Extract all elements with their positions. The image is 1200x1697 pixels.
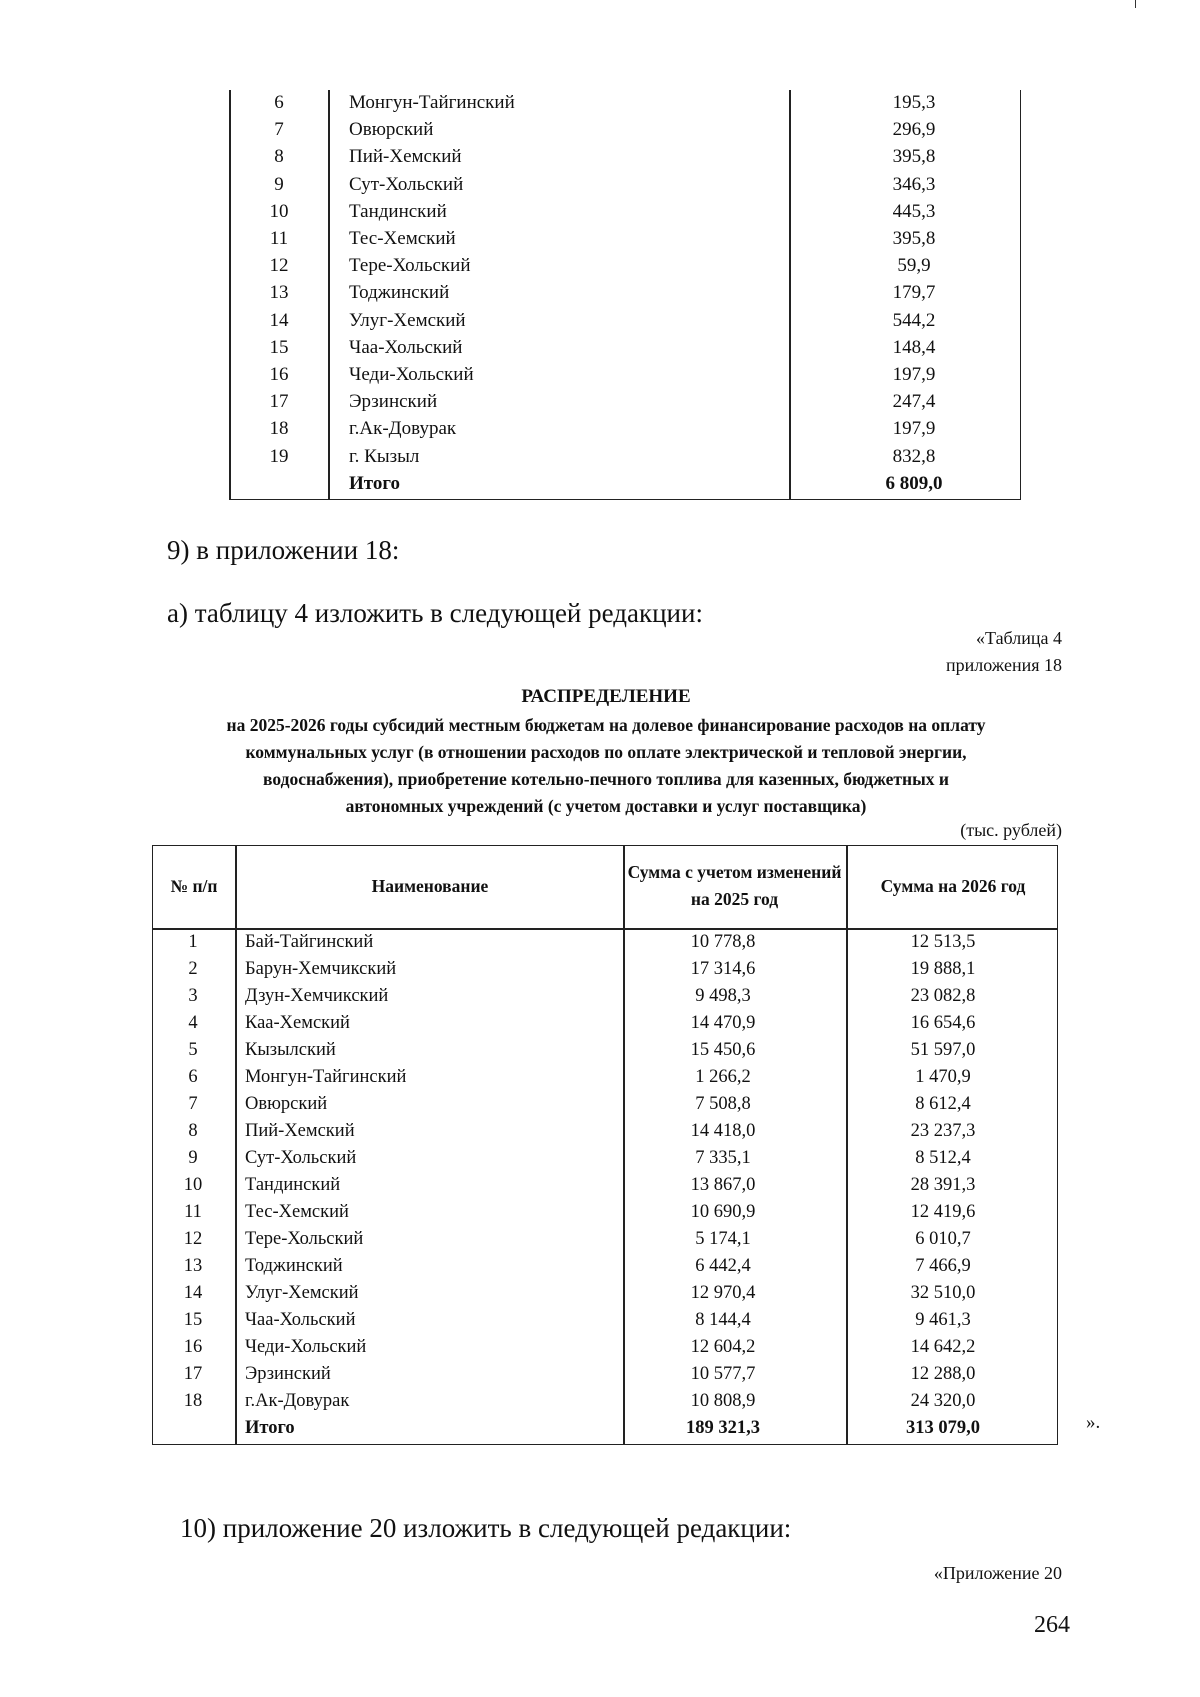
value-2026: 16 654,6 [910,1013,976,1033]
table-row [229,174,1020,201]
row-number: 17 [183,1364,203,1384]
row-value: 197,9 [892,418,936,440]
table-row [153,1256,1057,1283]
district-name: Кызылский [245,1040,336,1060]
table-row [229,282,1020,309]
row-number: 3 [188,986,198,1006]
subheading-line: на 2025-2026 годы субсидий местным бюджетам на долевое финансирование расходов на оплату [226,715,986,735]
value-2025: 17 314,6 [690,959,756,979]
value-2026: 7 466,9 [915,1256,971,1276]
value-2026: 12 513,5 [910,932,976,952]
row-number: 9 [274,173,284,195]
row-number: 16 [269,364,289,385]
table-row [229,310,1020,337]
row-number: 1 [188,932,198,952]
value-2026: 12 288,0 [910,1364,976,1384]
total-value: 6 809,0 [885,472,943,494]
row-number: 5 [188,1040,198,1060]
subsidy-distribution-table [152,845,1058,1445]
table-row [153,1148,1057,1175]
closing-quote: ». [1086,1412,1101,1433]
district-name: Эрзинский [349,391,438,413]
table-row [229,418,1020,445]
district-name: Пий-Хемский [349,146,462,168]
district-name: Сут-Хольский [349,173,464,195]
value-2025: 10 808,9 [690,1391,756,1411]
table-row [229,446,1020,473]
district-name: г.Ак-Довурак [245,1391,350,1411]
value-2025: 10 577,7 [690,1364,756,1384]
row-value: 59,9 [897,255,931,277]
header-name: Наименование [371,875,489,896]
value-2025: 5 174,1 [695,1229,751,1249]
table-row [153,1175,1057,1202]
row-value: 296,9 [892,119,936,141]
district-name: г.Ак-Довурак [349,418,457,440]
row-number: 19 [269,445,289,467]
total-2026: 313 079,0 [906,1418,980,1438]
value-2025: 14 470,9 [690,1013,756,1033]
paragraph-9a: а) таблицу 4 изложить в следующей редакции: [167,598,703,628]
table-header-divider [153,928,1057,930]
value-2025: 10 778,8 [690,932,756,952]
row-number: 12 [183,1229,203,1249]
total-label: Итого [349,472,401,494]
row-value: 395,8 [892,228,936,249]
row-value: 832,8 [892,445,936,467]
district-name: Тандинский [349,200,447,222]
district-name: Сут-Хольский [245,1148,357,1168]
district-name: Овюрский [349,119,434,141]
table-row [153,1364,1057,1391]
row-number: 8 [188,1121,198,1141]
district-name: Чеди-Хольский [245,1337,367,1357]
district-name: Тес-Хемский [245,1202,349,1222]
header-2025: Сумма с учетом изменений на 2025 год [627,862,842,909]
subheading-line: водоснабжения), приобретение котельно-печного топлива для казенных, бюджетных и [263,769,949,789]
row-number: 12 [269,255,289,277]
total-row [153,1418,1057,1445]
value-2026: 12 419,6 [910,1202,976,1222]
table-row [153,932,1057,959]
value-2025: 6 442,4 [695,1256,751,1276]
subheading-line: автономных учреждений (с учетом доставки и услуг поставщика) [345,796,867,816]
row-value: 544,2 [892,309,936,331]
table-row [153,1229,1057,1256]
row-number: 7 [274,119,284,141]
table-heading: РАСПРЕДЕЛЕНИЕ [521,686,691,707]
value-2025: 9 498,3 [695,986,751,1006]
value-2025: 14 418,0 [690,1121,756,1141]
row-number: 9 [188,1148,198,1168]
district-name: Чаа-Хольский [349,336,463,358]
row-number: 15 [183,1310,203,1330]
district-name: Барун-Хемчикский [245,959,397,979]
table-row [153,1310,1057,1337]
row-number: 2 [188,959,198,979]
table-row [153,1337,1057,1364]
table-row [229,391,1020,418]
row-number: 11 [184,1202,202,1222]
table-row [153,986,1057,1013]
table-row [153,1391,1057,1418]
row-value: 148,4 [892,336,936,358]
row-number: 6 [188,1067,198,1087]
table-row [229,255,1020,282]
district-name: Монгун-Тайгинский [349,92,515,113]
value-2025: 12 604,2 [690,1337,756,1357]
row-number: 10 [183,1175,203,1195]
row-number: 14 [269,309,289,331]
district-name: Каа-Хемский [245,1013,350,1033]
district-name: Бай-Тайгинский [245,932,374,952]
row-number: 18 [269,418,289,440]
district-name: Тандинский [245,1175,341,1195]
value-2026: 23 237,3 [910,1121,976,1141]
district-name: Чеди-Хольский [349,364,474,385]
district-name: Эрзинский [245,1364,331,1384]
row-value: 247,4 [892,391,936,413]
row-number: 15 [269,336,289,358]
district-table-continuation [229,90,1021,500]
table-row [229,228,1020,255]
paragraph-9: 9) в приложении 18: [167,535,400,565]
table-row [153,1121,1057,1148]
row-number: 11 [269,228,289,249]
district-name: Дзун-Хемчикский [245,986,389,1006]
table-row [153,1040,1057,1067]
table-row [153,1202,1057,1229]
value-2025: 8 144,4 [695,1310,751,1330]
value-2025: 1 266,2 [695,1067,751,1087]
row-value: 195,3 [892,92,936,113]
row-number: 4 [188,1013,198,1033]
scan-mark [1135,0,1136,8]
value-2026: 24 320,0 [910,1391,976,1411]
district-name: Тес-Хемский [349,228,456,249]
table-row [229,364,1020,391]
table-row [229,146,1020,173]
row-number: 7 [188,1094,198,1114]
value-2026: 14 642,2 [910,1337,976,1357]
row-number: 13 [183,1256,203,1276]
row-value: 445,3 [892,200,936,222]
value-2026: 23 082,8 [910,986,976,1006]
row-number: 16 [183,1337,203,1357]
value-2025: 7 335,1 [695,1148,751,1168]
table-reference-line-2: приложения 18 [945,655,1062,675]
table-row [153,1013,1057,1040]
row-number: 6 [274,92,284,113]
row-number: 8 [274,146,284,168]
value-2026: 28 391,3 [910,1175,976,1195]
table-row [229,337,1020,364]
table-row [153,1283,1057,1310]
units-label: (тыс. рублей) [960,820,1062,840]
district-name: Тоджинский [349,282,450,304]
table-reference-line-1: «Таблица 4 [976,628,1062,648]
row-number: 13 [269,282,289,304]
table-row [153,959,1057,986]
table-row [153,1094,1057,1121]
value-2026: 32 510,0 [910,1283,976,1303]
value-2026: 8 612,4 [915,1094,971,1114]
value-2026: 19 888,1 [910,959,976,979]
table-row [229,119,1020,146]
row-number: 10 [269,200,289,222]
district-name: Улуг-Хемский [245,1283,359,1303]
header-2026: Сумма на 2026 год [880,875,1026,896]
row-value: 395,8 [892,146,936,168]
value-2026: 6 010,7 [915,1229,971,1249]
total-row [229,473,1020,500]
table-row [153,1067,1057,1094]
appendix-20-reference: «Приложение 20 [933,1563,1062,1583]
value-2025: 15 450,6 [690,1040,756,1060]
subheading-line: коммунальных услуг (в отношении расходов по оплате электрической и тепловой энергии, [245,742,967,762]
row-value: 197,9 [892,364,936,385]
value-2026: 9 461,3 [915,1310,971,1330]
district-name: Чаа-Хольский [245,1310,356,1330]
total-2025: 189 321,3 [686,1418,760,1438]
district-name: Монгун-Тайгинский [245,1067,407,1087]
value-2025: 12 970,4 [690,1283,756,1303]
value-2025: 7 508,8 [695,1094,751,1114]
district-name: Тере-Хольский [245,1229,364,1249]
row-number: 14 [183,1283,203,1303]
total-label: Итого [245,1418,295,1438]
page-number: 264 [1034,1612,1070,1638]
district-name: г. Кызыл [349,445,420,467]
row-value: 179,7 [892,282,936,304]
paragraph-10: 10) приложение 20 изложить в следующей редакции: [180,1513,792,1543]
table-row [229,201,1020,228]
row-number: 18 [183,1391,203,1411]
district-name: Тере-Хольский [349,255,471,277]
row-value: 346,3 [892,173,936,195]
value-2025: 13 867,0 [690,1175,756,1195]
value-2025: 10 690,9 [690,1202,756,1222]
table-row [229,92,1020,119]
value-2026: 1 470,9 [915,1067,971,1087]
header-num: № п/п [170,875,218,896]
district-name: Овюрский [245,1094,328,1114]
district-name: Пий-Хемский [245,1121,355,1141]
value-2026: 8 512,4 [915,1148,971,1168]
district-name: Тоджинский [245,1256,343,1276]
row-number: 17 [269,391,289,413]
table-subheading [150,712,1062,820]
district-name: Улуг-Хемский [349,309,466,331]
value-2026: 51 597,0 [910,1040,976,1060]
